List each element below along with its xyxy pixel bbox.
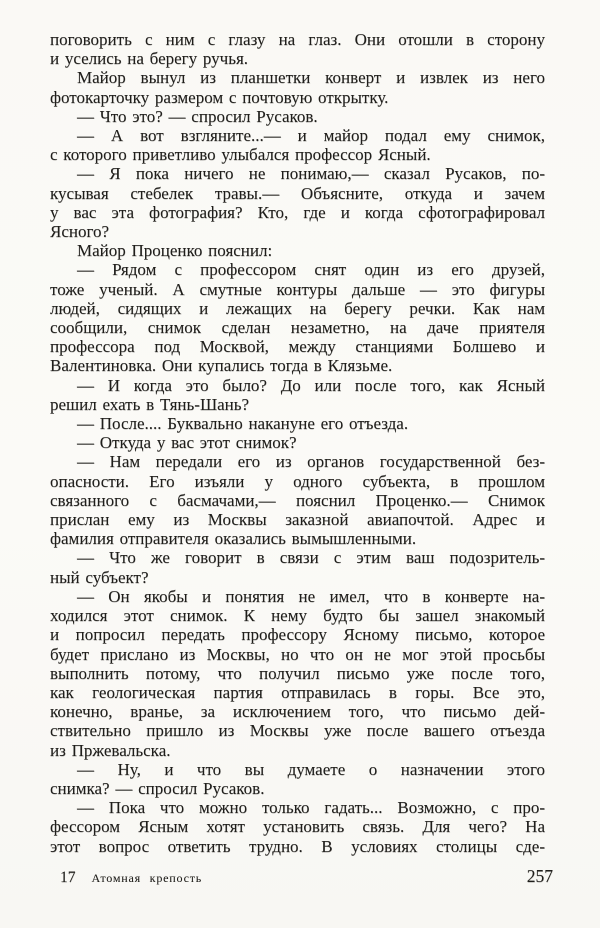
- text-line: поговорить с ним с глазу на глаз. Они отошли в сторону: [50, 30, 545, 49]
- text-line: и попросил передать профессору Ясному письмо, которое: [50, 625, 545, 645]
- footer-left: [60, 869, 202, 887]
- text-line: — И когда это было? До или после того, как Ясный: [77, 375, 545, 395]
- text-line: фамилия отправителя оказались вымышленными.: [50, 529, 417, 549]
- text-line: фессором Ясным хотят установить связь. Для чего? На: [50, 817, 545, 837]
- text-line: — После.... Буквально накануне его отъезда.: [77, 414, 409, 434]
- text-line: ный субъект?: [50, 567, 149, 587]
- text-line: — Нам передали его из органов государственной без-: [77, 452, 545, 472]
- text-line: и уселись на берегу ручья.: [50, 49, 249, 69]
- text-line: этот вопрос ответить трудно. В условиях столицы сде-: [50, 836, 545, 856]
- text-line: — Что это? — спросил Русаков.: [77, 106, 318, 126]
- text-line: конечно, вранье, за исключением того, что письмо дей-: [50, 702, 545, 722]
- text-line: — Что же говорит в связи с этим ваш подозритель-: [77, 548, 545, 568]
- text-line: профессора под Москвой, между станциями Болшево и: [50, 337, 545, 357]
- text-line: решил ехать в Тянь-Шань?: [50, 394, 250, 414]
- page-number: 257: [526, 866, 553, 886]
- text-line: Ясного?: [50, 222, 110, 242]
- text-line: Валентиновка. Они купались тогда в Клязьме.: [50, 356, 393, 376]
- text-line: фотокарточку размером с почтовую открытку.: [50, 87, 389, 107]
- text-line: выполнить потому, что получил письмо уже после того,: [50, 663, 545, 683]
- text-line: снимка? — спросил Русаков.: [50, 778, 265, 798]
- text-line: из Пржевальска.: [50, 740, 171, 760]
- text-line: людей, сидящих и лежащих на берегу речки. Как нам: [50, 298, 545, 318]
- text-line: кусывая стебелек травы.— Объясните, откуда и зачем: [50, 183, 545, 203]
- text-line: опасности. Его изъяли у одного субъекта, в прошлом: [50, 471, 545, 491]
- page-footer: [50, 866, 553, 887]
- text-line: ствительно пришло из Москвы уже после вашего отъезда: [50, 721, 545, 741]
- text-line: — А вот взгляните...— и майор подал ему снимок,: [77, 126, 545, 146]
- text-line: связанного с басмачами,— пояснил Проценко.— Снимок: [50, 490, 545, 510]
- text-line: — Рядом с профессором снят один из его друзей,: [77, 260, 545, 280]
- text-line: — Он якобы и понятия не имел, что в конверте на-: [77, 586, 545, 606]
- text-line: Майор вынул из планшетки конверт и извлек из него: [77, 68, 545, 88]
- text-line: прислан ему из Москвы заказной авиапочтой. Адрес и: [50, 510, 545, 530]
- text-line: сообщили, снимок сделан незаметно, на даче приятеля: [50, 318, 545, 338]
- text-line: — Откуда у вас этот снимок?: [77, 433, 297, 453]
- text-line: как геологическая партия отправилась в горы. Все это,: [50, 682, 545, 702]
- text-line: — Ну, и что вы думаете о назначении этого: [77, 759, 545, 779]
- text-line: у вас эта фотография? Кто, где и когда сфотографировал: [50, 202, 545, 222]
- running-title: Атомная крепость: [91, 871, 203, 885]
- text-line: Майор Проценко пояснил:: [77, 241, 273, 261]
- text-line: ходился этот снимок. К нему будто бы зашел знакомый: [50, 606, 545, 626]
- signature-number: 17: [60, 869, 76, 886]
- text-line: — Пока что можно только гадать... Возможно, с про-: [77, 798, 545, 818]
- text-line: тоже ученый. А смутные контуры дальше — это фигуры: [50, 279, 545, 299]
- text-line: — Я пока ничего не понимаю,— сказал Русаков, по-: [77, 164, 545, 184]
- page-text: [50, 30, 545, 856]
- text-line: с которого приветливо улыбался профессор Ясный.: [50, 145, 431, 165]
- text-line: будет прислано из Москвы, но что он не мог этой просьбы: [50, 644, 545, 664]
